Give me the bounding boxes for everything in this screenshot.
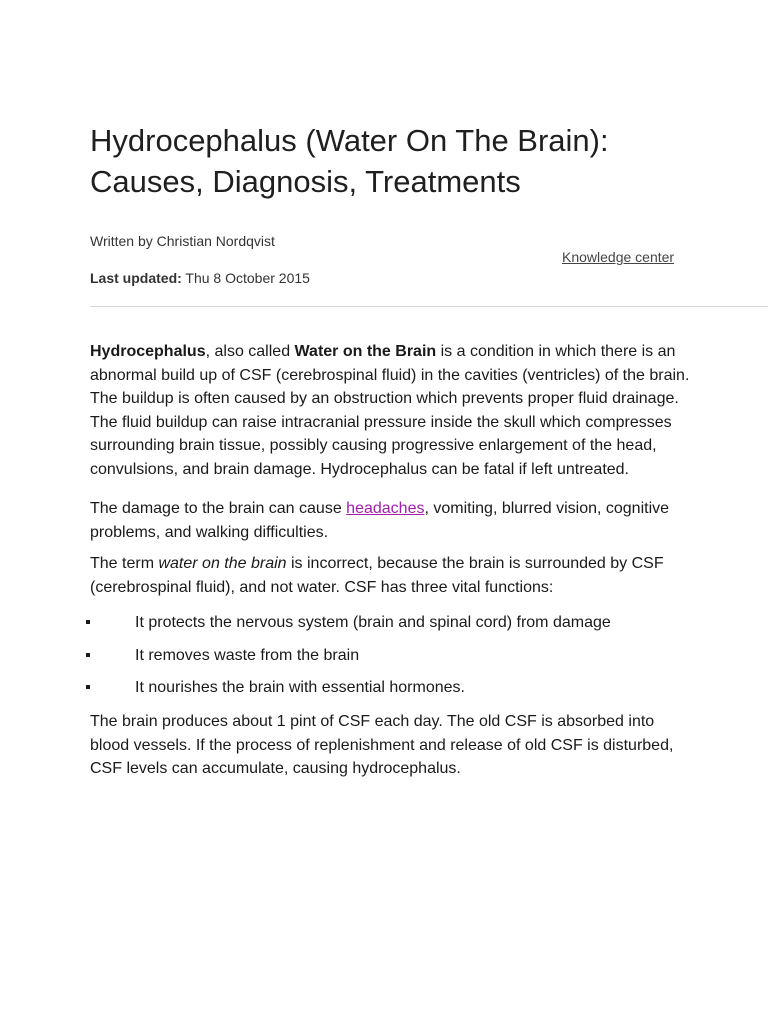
term-italic: water on the brain xyxy=(158,555,287,572)
last-updated-label: Last updated: xyxy=(90,270,182,286)
article-title: Hydrocephalus (Water On The Brain): Causes, Diagnosis, Treatments xyxy=(90,123,609,199)
term-text-after: is incorrect, because the brain is surrounded by CSF (cerebrospinal fluid), and not water. CSF has three vital functions: xyxy=(90,555,664,596)
term-paragraph xyxy=(90,552,690,599)
article-body xyxy=(90,340,690,781)
list-item xyxy=(90,611,690,634)
intro-paragraph xyxy=(90,340,690,481)
bullet-icon xyxy=(86,653,90,657)
headaches-link[interactable]: headaches xyxy=(346,500,425,517)
list-item xyxy=(90,676,690,699)
csf-production-paragraph: The brain produces about 1 pint of CSF each day. The old CSF is absorbed into blood vessels. If the process of replenishment and release of old CSF is disturbed, CSF levels can accumulate, causing hydrocephalus. xyxy=(90,713,674,777)
csf-functions-list xyxy=(90,611,690,699)
intro-text-1: , also called xyxy=(205,343,295,360)
last-updated-date: Thu 8 October 2015 xyxy=(185,270,310,286)
header-divider xyxy=(90,306,768,307)
intro-text-2: is a condition in which there is an abnormal build up of CSF (cerebrospinal fluid) in the cavities (ventricles) of the brain. The buildup is often caused by an obstruction which prevents proper fluid drainage. The fluid buildup can raise intracranial pressure inside the skull which compresses surrounding brain tissue, possibly causing progressive enlargement of the head, convulsions, and brain damage. Hydrocephalus can be fatal if left untreated. xyxy=(90,343,690,478)
list-item-text: It removes waste from the brain xyxy=(135,646,360,664)
damage-text-after: , vomiting, blurred vision, cognitive problems, and walking difficulties. xyxy=(90,500,670,541)
knowledge-center-link[interactable]: Knowledge center xyxy=(562,249,675,265)
term-water-on-brain: Water on the Brain xyxy=(294,343,437,360)
term-text-before: The term xyxy=(90,555,159,572)
author-byline: Written by Christian Nordqvist xyxy=(90,233,275,249)
bullet-icon xyxy=(86,620,90,624)
damage-paragraph xyxy=(90,497,690,544)
bullet-icon xyxy=(86,685,90,689)
last-updated xyxy=(90,269,310,287)
term-hydrocephalus: Hydrocephalus xyxy=(90,343,206,360)
list-item-text: It nourishes the brain with essential hormones. xyxy=(135,679,465,696)
damage-text-before: The damage to the brain can cause xyxy=(90,500,347,517)
list-item-text: It protects the nervous system (brain and spinal cord) from damage xyxy=(135,614,611,631)
list-item xyxy=(90,644,690,667)
